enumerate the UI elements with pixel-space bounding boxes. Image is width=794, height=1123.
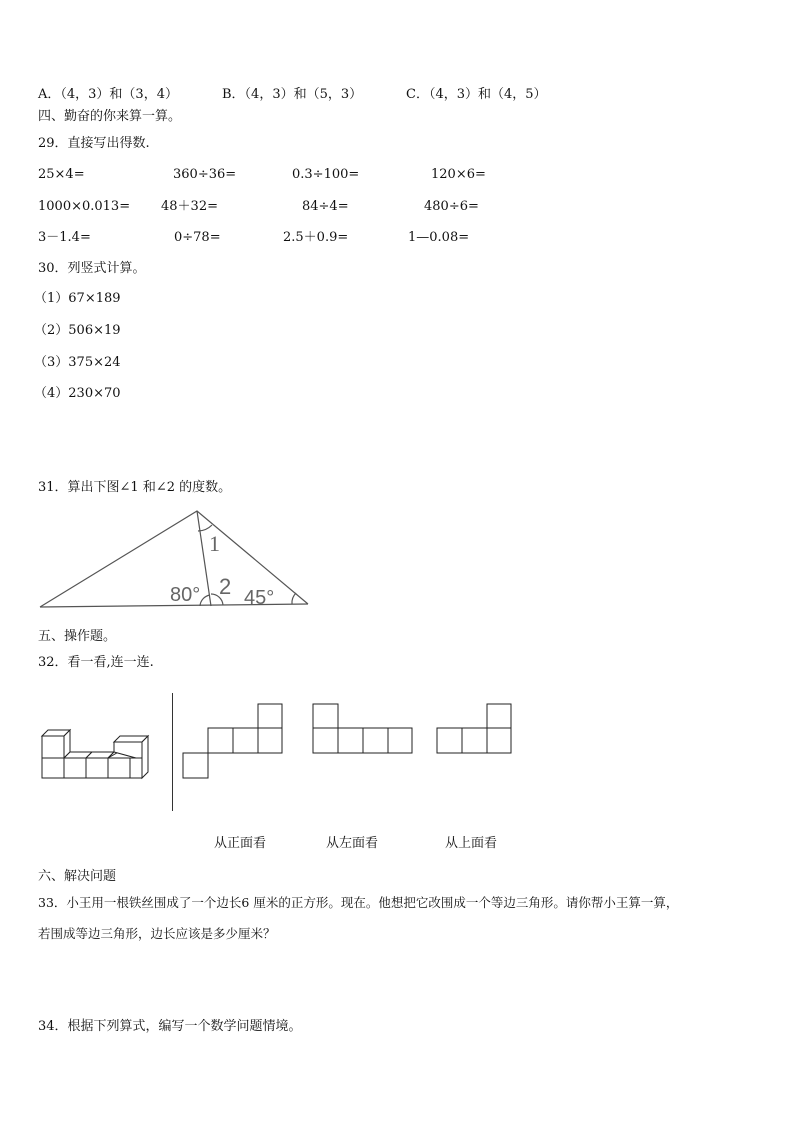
q29-r2-c4: 480÷6= bbox=[424, 199, 479, 214]
q29-r1-c1: 25×4= bbox=[38, 167, 85, 182]
angle-2-label: 2 bbox=[219, 574, 232, 599]
q33-line-1: 33．小王用一根铁丝围成了一个边长6 厘米的正方形。现在。他想把它改围成一个等边三角形。请你帮小王算一算， bbox=[38, 895, 679, 910]
q29-r2-c2: 48＋32= bbox=[161, 199, 218, 214]
q29-r2-c1: 1000×0.013= bbox=[38, 199, 131, 214]
view-label-top: 从上面看 bbox=[445, 836, 498, 851]
q29-r1-c3: 0.3÷100= bbox=[292, 167, 360, 182]
q29-r3-c2: 0÷78= bbox=[174, 230, 221, 245]
angle-45-label: 45° bbox=[244, 587, 275, 609]
vertical-divider bbox=[172, 693, 173, 811]
q31-title: 31．算出下图∠1 和∠2 的度数。 bbox=[38, 480, 232, 495]
q34-title: 34．根据下列算式，编写一个数学问题情境。 bbox=[38, 1019, 302, 1034]
view-label-front: 从正面看 bbox=[214, 836, 267, 851]
section-4-heading: 四、勤奋的你来算一算。 bbox=[38, 109, 182, 124]
q33-line-2: 若围成等边三角形，边长应该是多少厘米？ bbox=[38, 926, 276, 941]
q30-item-4: （4）230×70 bbox=[34, 386, 121, 401]
view-shape-3 bbox=[436, 703, 514, 755]
q32-title: 32．看一看,连一连. bbox=[38, 655, 154, 670]
q29-title: 29．直接写出得数. bbox=[38, 136, 150, 151]
q30-item-2: （2）506×19 bbox=[34, 323, 121, 338]
q29-r2-c3: 84÷4= bbox=[302, 199, 349, 214]
q29-r3-c4: 1—0.08= bbox=[408, 230, 470, 245]
q29-r3-c3: 2.5＋0.9= bbox=[283, 230, 349, 245]
q30-item-3: （3）375×24 bbox=[34, 355, 121, 370]
view-shape-2 bbox=[312, 703, 414, 755]
view-label-left: 从左面看 bbox=[326, 836, 379, 851]
option-a: A．（4，3）和（3，4） bbox=[38, 87, 178, 102]
cube-solid-figure bbox=[40, 725, 155, 780]
view-shape-1 bbox=[182, 703, 284, 781]
q29-r1-c2: 360÷36= bbox=[173, 167, 237, 182]
q29-r1-c4: 120×6= bbox=[431, 167, 486, 182]
section-6-heading: 六、解决问题 bbox=[38, 869, 117, 884]
angle-80-label: 80° bbox=[170, 584, 201, 606]
q30-title: 30．列竖式计算。 bbox=[38, 261, 146, 276]
option-c: C．（4，3）和（4，5） bbox=[406, 87, 547, 102]
angle-1-label: 1 bbox=[209, 531, 220, 556]
q29-r3-c1: 3－1.4= bbox=[38, 230, 91, 245]
triangle-figure bbox=[30, 500, 330, 618]
option-b: B．（4，3）和（5，3） bbox=[222, 87, 363, 102]
section-5-heading: 五、操作题。 bbox=[38, 629, 117, 644]
q30-item-1: （1）67×189 bbox=[34, 291, 121, 306]
